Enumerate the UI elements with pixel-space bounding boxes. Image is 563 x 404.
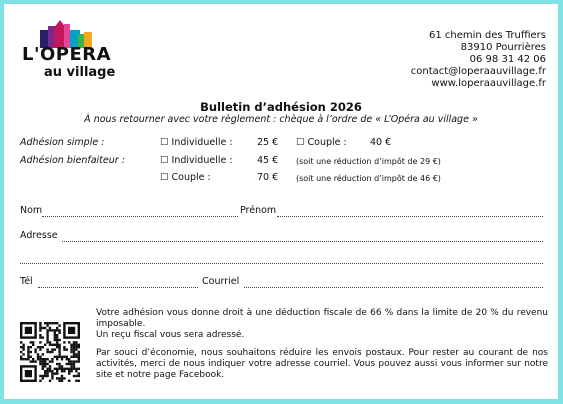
checkbox-individuelle-bienfaiteur[interactable]: ☐ Individuelle : — [160, 155, 233, 166]
price-couple-simple: 40 € — [370, 137, 392, 148]
qr-code-icon[interactable] — [20, 322, 80, 382]
address-website[interactable]: www.loperaauvillage.fr — [431, 78, 546, 89]
form-subtitle: À nous retourner avec votre règlement : chèque à l’ordre de « L’Opéra au village » — [84, 114, 478, 125]
receipt-info-text: Un reçu fiscal vous sera adressé. — [96, 330, 245, 340]
tax-note-individuelle: (soit une réduction d’impôt de 29 €) — [296, 157, 441, 166]
newsletter-info-paragraph: Par souci d’économie, nous souhaitons réduire les envois postaux. Pour rester au courant de nos activités, merci de nous indiquer votre adresse courriel. Vous pouvez aussi vous informer sur notre site et notre page Facebook. — [96, 348, 548, 380]
adresse-label: Adresse — [20, 230, 58, 241]
tax-info-paragraph: Votre adhésion vous donne droit à une déduction fiscale de 66 % dans la limite de 20 % du revenu imposable. — [96, 308, 548, 329]
form-title: Bulletin d’adhésion 2026 — [200, 100, 362, 114]
logo-title: L'OPERA — [22, 44, 112, 65]
address-phone: 06 98 31 42 06 — [469, 54, 546, 65]
tel-label: Tél — [20, 276, 33, 287]
logo-subtitle: au village — [44, 65, 116, 80]
prenom-label: Prénom — [240, 205, 277, 216]
address-city: 83910 Pourrières — [460, 42, 546, 53]
checkbox-couple-bienfaiteur[interactable]: ☐ Couple : — [160, 172, 211, 183]
checkbox-individuelle-simple[interactable]: ☐ Individuelle : — [160, 137, 233, 148]
price-couple-bienfaiteur: 70 € — [257, 172, 279, 183]
benefactor-membership-label: Adhésion bienfaiteur : — [20, 155, 125, 166]
tax-note-couple: (soit une réduction d’impôt de 46 €) — [296, 174, 441, 183]
checkbox-couple-simple[interactable]: ☐ Couple : — [296, 137, 347, 148]
price-individuelle-simple: 25 € — [257, 137, 279, 148]
nom-field[interactable] — [42, 216, 238, 217]
membership-form-card — [4, 4, 558, 399]
adresse-field[interactable] — [62, 241, 543, 242]
address-street: 61 chemin des Truffiers — [428, 30, 546, 41]
courriel-field[interactable] — [244, 287, 543, 288]
courriel-label: Courriel — [202, 276, 240, 287]
prenom-field[interactable] — [277, 216, 543, 217]
price-individuelle-bienfaiteur: 45 € — [257, 155, 279, 166]
adresse-field-line2[interactable] — [20, 263, 543, 264]
tel-field[interactable] — [38, 287, 198, 288]
address-email[interactable]: contact@loperaauvillage.fr — [410, 66, 546, 77]
simple-membership-label: Adhésion simple : — [20, 137, 105, 148]
nom-label: Nom — [20, 205, 43, 216]
